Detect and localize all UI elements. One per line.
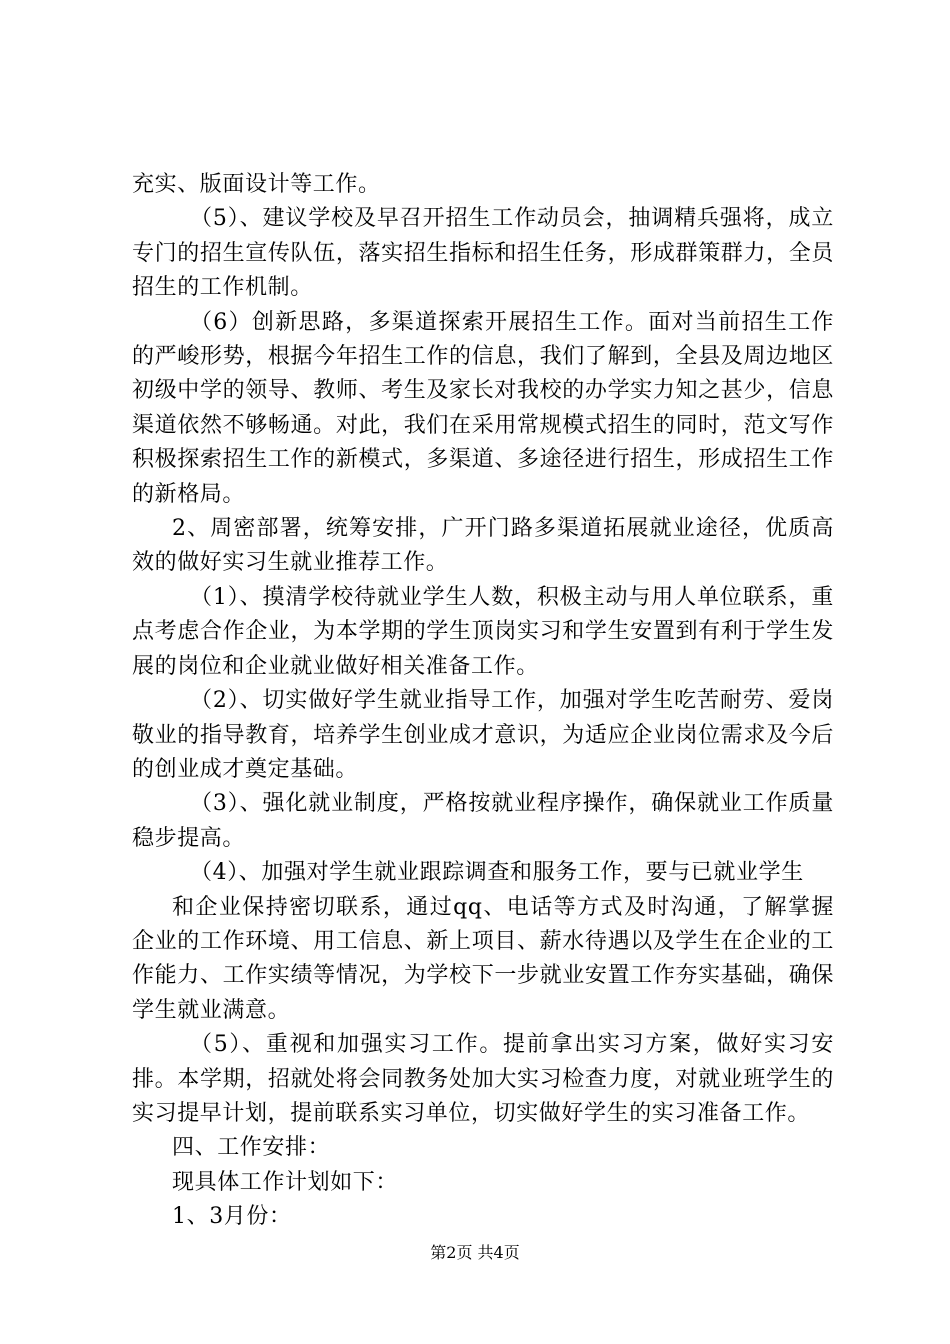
paragraph-item-3-system: （3）、强化就业制度，严格按就业程序操作，确保就业工作质量稳步提高。 bbox=[132, 791, 834, 851]
paragraph-section-2-employment: 2、周密部署，统筹安排，广开门路多渠道拓展就业途径，优质高效的做好实习生就业推荐工作。 bbox=[132, 516, 834, 576]
paragraph-item-2-guidance: （2）、切实做好学生就业指导工作，加强对学生吃苦耐劳、爱岗敬业的指导教育，培养学生创业成才意识，为适应企业岗位需求及今后的创业成才奠定基础。 bbox=[132, 688, 834, 782]
paragraph-item-5-internship: （5）、重视和加强实习工作。提前拿出实习方案，做好实习安排。本学期，招就处将会同教务处加大实习检查力度，对就业班学生的实习提早计划，提前联系实习单位，切实做好学生的实习准备工作。 bbox=[132, 1032, 834, 1126]
paragraph-item-1-student-count: （1）、摸清学校待就业学生人数，积极主动与用人单位联系，重点考虑合作企业，为本学期的学生顶岗实习和学生安置到有利于学生发展的岗位和企业就业做好相关准备工作。 bbox=[132, 584, 834, 679]
document-body bbox=[132, 168, 834, 1235]
paragraph-item-4-tracking: （4）、加强对学生就业跟踪调查和服务工作，要与已就业学生 bbox=[190, 860, 804, 886]
paragraph-march: 1、3月份： bbox=[172, 1204, 292, 1230]
paragraph-item-5-recruitment-meeting: （5）、建议学校及早召开招生工作动员会，抽调精兵强将，成立专门的招生宣传队伍，落实招生指标和招生任务，形成群策群力，全员招生的工作机制。 bbox=[132, 206, 834, 301]
paragraph-plan-intro: 现具体工作计划如下： bbox=[172, 1169, 399, 1195]
section-heading-work-arrangement: 四、工作安排： bbox=[172, 1135, 331, 1161]
page-number-footer: 第2页 共4页 bbox=[430, 1243, 520, 1262]
paragraph-item-4-continued: 和企业保持密切联系，通过qq、电话等方式及时沟通，了解掌握企业的工作环境、用工信息、新上项目、薪水待遇以及学生在企业的工作能力、工作实绩等情况，为学校下一步就业安置工作夯实基础，确保学生就业满意。 bbox=[132, 894, 834, 1023]
paragraph-continuation: 充实、版面设计等工作。 bbox=[132, 172, 381, 197]
paragraph-item-6-innovation: （6）创新思路，多渠道探索开展招生工作。面对当前招生工作的严峻形势，根据今年招生工作的信息，我们了解到，全县及周边地区初级中学的领导、教师、考生及家长对我校的办学实力知之甚少，信息渠道依然不够畅通。对此，我们在采用常规模式招生的同时，范文写作积极探索招生工作的新模式，多渠道、多途径进行招生，形成招生工作的新格局。 bbox=[132, 309, 834, 507]
